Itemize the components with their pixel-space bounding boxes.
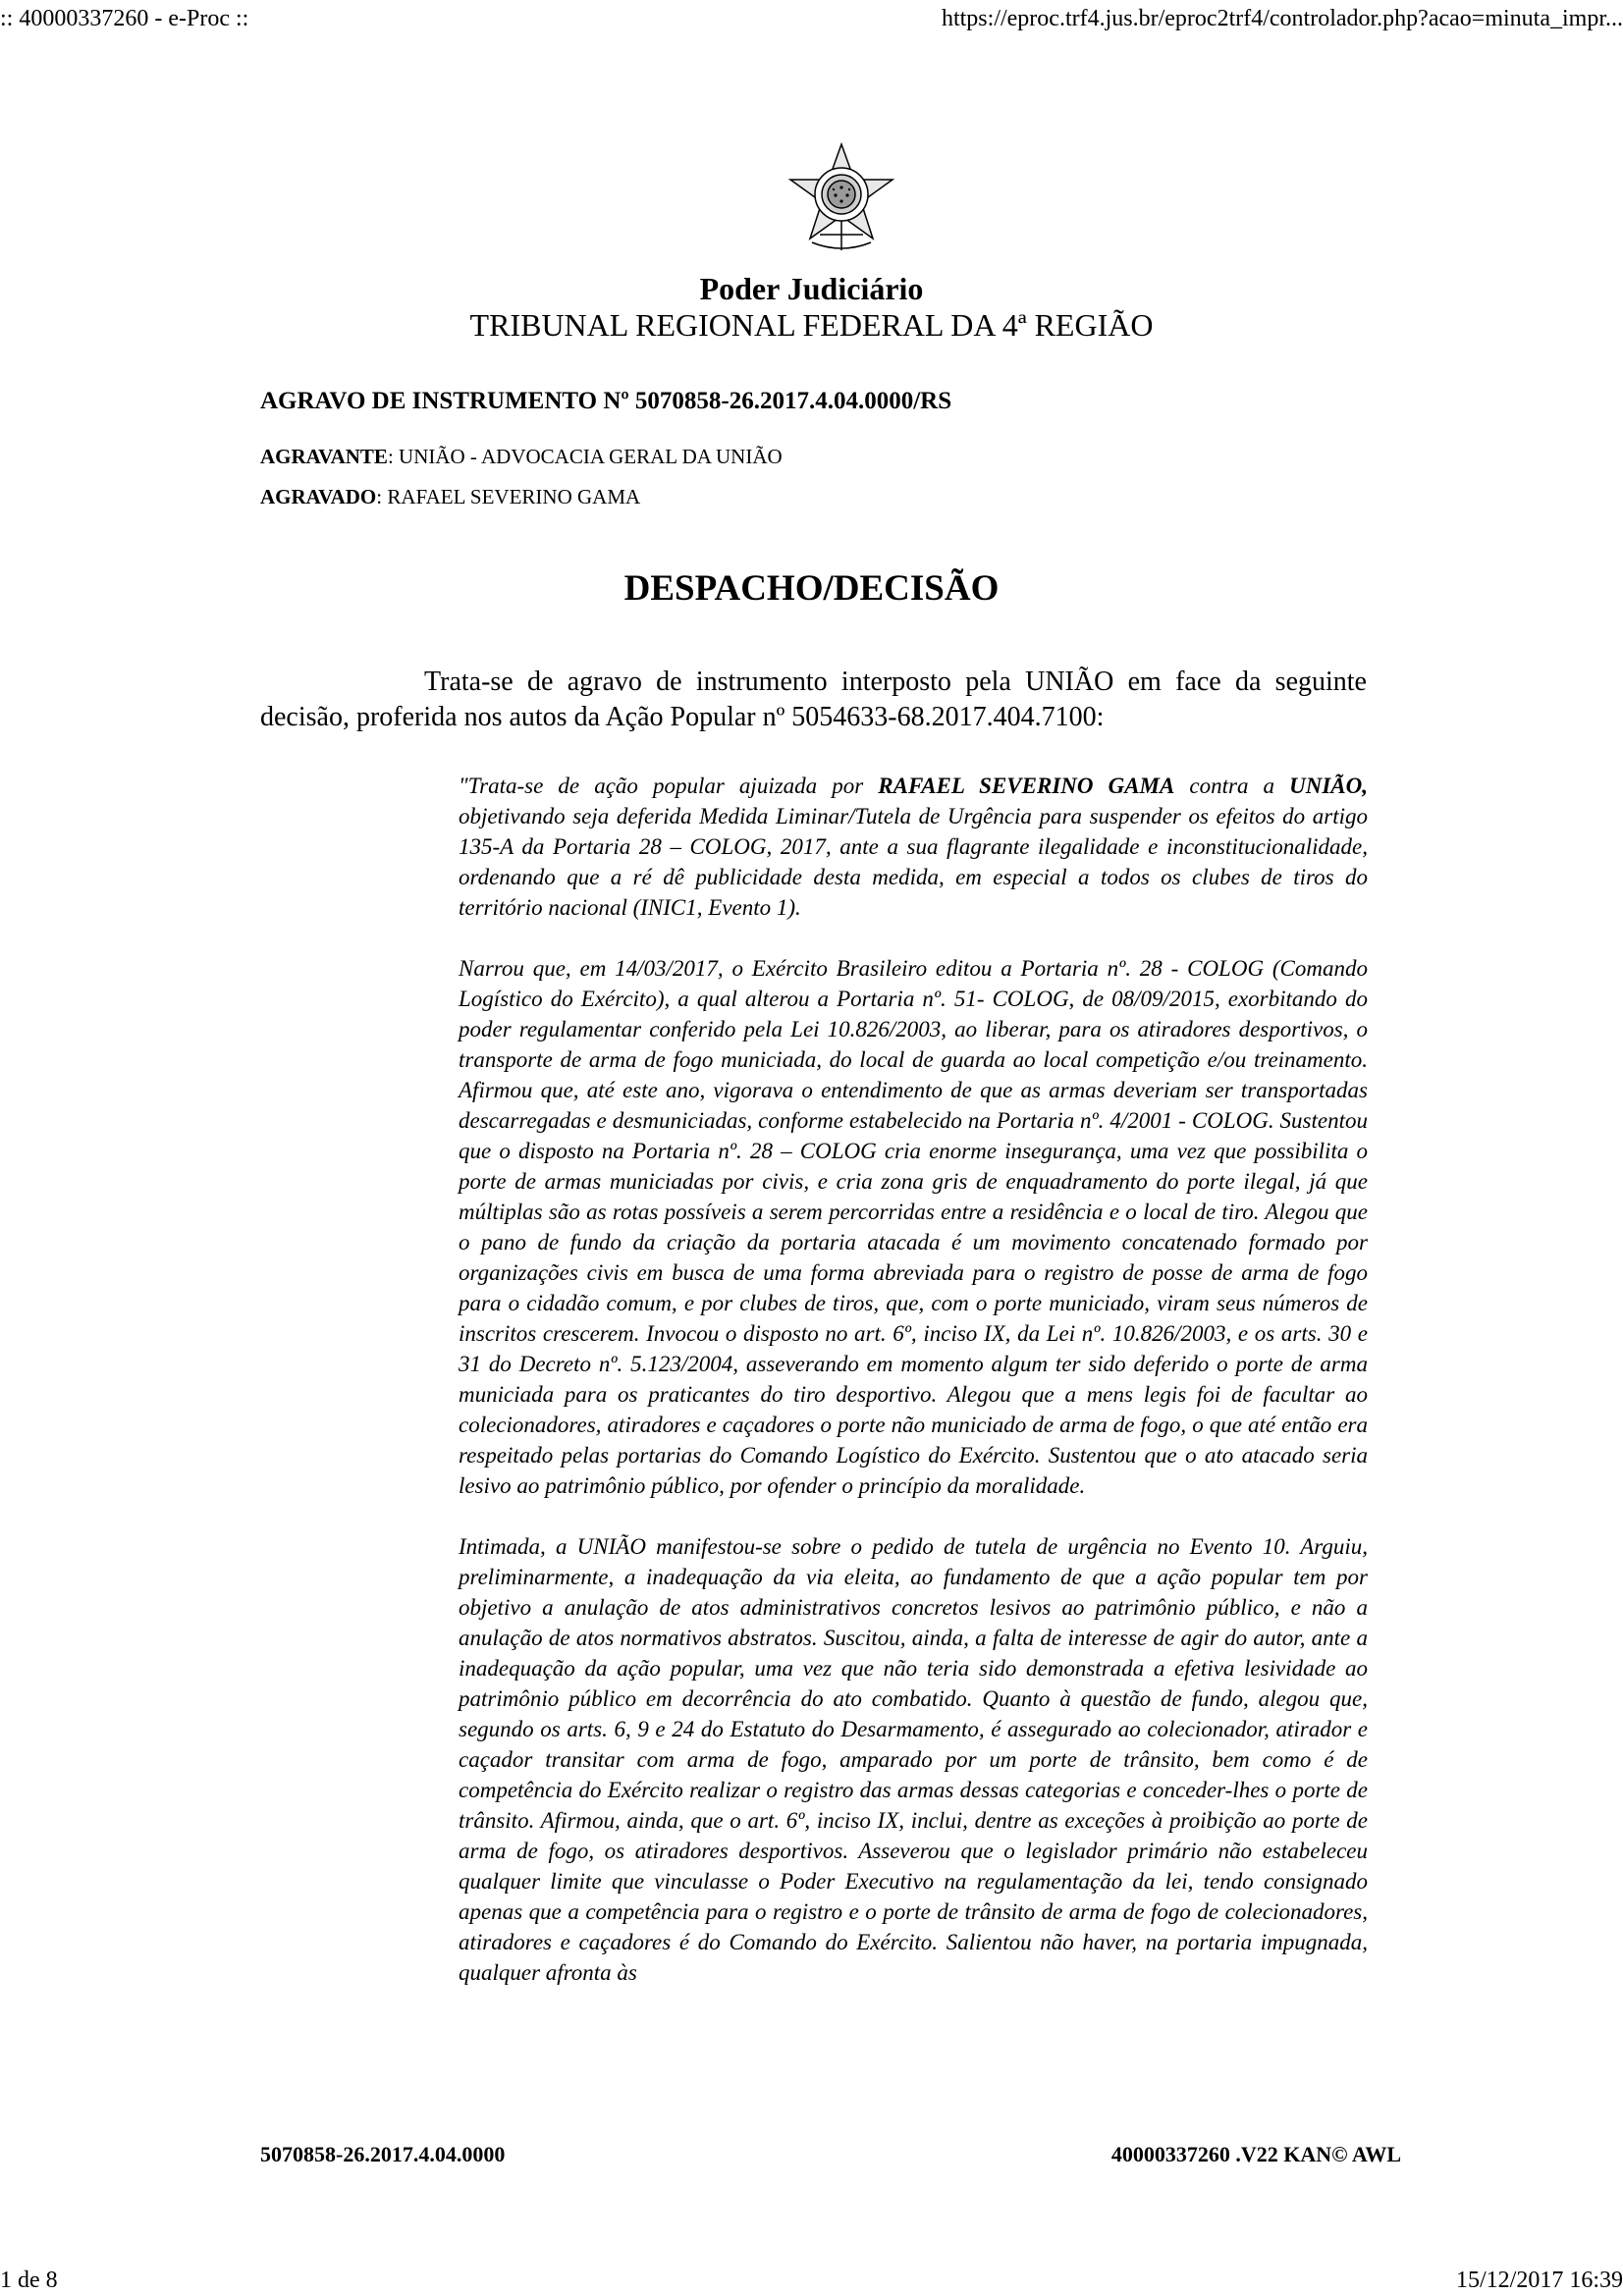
print-timestamp: 15/12/2017 16:39 bbox=[1455, 2268, 1623, 2293]
quote-text: objetivando seja deferida Medida Liminar/Tutela de Urgência para suspender os efeitos do artigo 135-A da Portaria 28 – COLOG, 2017, ante a sua flagrante ilegalidade e inconstitucionalidade, ordenando que a ré dê publicidade desta medida, em especial a todos os clubes de tiros do território nacional (INIC1, Evento 1). bbox=[459, 804, 1368, 920]
document-title: DESPACHO/DECISÃO bbox=[623, 568, 1000, 609]
tribunal-name: TRIBUNAL REGIONAL FEDERAL DA 4ª REGIÃO bbox=[469, 307, 1154, 343]
quote-text: contra a bbox=[1174, 774, 1290, 798]
coat-of-arms-emblem bbox=[783, 140, 900, 256]
party-name: : RAFAEL SEVERINO GAMA bbox=[376, 485, 641, 508]
quote-paragraph-2: Narrou que, em 14/03/2017, o Exército Brasileiro editou a Portaria nº. 28 - COLOG (Comando Logístico do Exército), a qual alterou a Portaria nº. 51- COLOG, de 08/09/2015, exorbitando do poder regulamentar conferido pela Lei 10.826/2003, ao liberar, para os atiradores desportivos, o transporte de arma de fogo municiada, do local de guarda ao local competição e/ou treinamento. Afirmou que, até este ano, vigorava o entendimento de que as armas deveriam ser transportadas descarregadas e desmuniciadas, conforme estabelecido na Portaria nº. 4/2001 - COLOG. Sustentou que o disposto na Portaria nº. 28 – COLOG cria enorme insegurança, uma vez que possibilita o porte de armas municiadas por civis, e cria zona gris de enquadramento do porte ilegal, já que múltiplas são as rotas possíveis a serem percorridas entre a residência e o local de tiro. Alegou que o pano de fundo da criação da portaria atacada é um movimento concatenado formado por organizações civis em busca de uma forma abreviada para o registro de posse de arma de fogo para o cidadão comum, e por clubes de tiros, que, com o porte municiado, viram seus números de inscritos crescerem. Invocou o disposto no art. 6º, inciso IX, da Lei nº. 10.826/2003, e os arts. 30 e 31 do Decreto nº. 5.123/2004, asseverando em momento algum ter sido deferido o porte de arma municiada para os praticantes do tiro desportivo. Alegou que a mens legis foi de facultar ao colecionadores, atiradores e caçadores o porte não municiado de arma de fogo, o que até então era respeitado pelas portarias do Comando Logístico do Exército. Sustentou que o ato atacado seria lesivo ao patrimônio público, por ofender o princípio da moralidade. bbox=[459, 956, 1368, 1498]
party-role: AGRAVADO bbox=[260, 485, 377, 508]
quote-bold-name: RAFAEL SEVERINO GAMA bbox=[878, 774, 1175, 798]
browser-header-url: https://eproc.trf4.jus.br/eproc2trf4/controlador.php?acao=minuta_impr... bbox=[941, 6, 1623, 31]
footer-case-number: 5070858-26.2017.4.04.0000 bbox=[260, 2142, 506, 2166]
party-role: AGRAVANTE bbox=[260, 445, 388, 468]
party-agravante bbox=[260, 445, 783, 469]
intro-paragraph: Trata-se de agravo de instrumento interposto pela UNIÃO em face da seguinte decisão, proferida nos autos da Ação Popular nº 5054633-68.2017.404.7100: bbox=[260, 667, 1367, 732]
page-counter: 1 de 8 bbox=[0, 2268, 58, 2293]
quote-text: "Trata-se de ação popular ajuizada por bbox=[459, 774, 879, 798]
case-number: AGRAVO DE INSTRUMENTO Nº 5070858-26.2017.4.04.0000/RS bbox=[260, 388, 952, 414]
party-agravado bbox=[260, 485, 640, 509]
browser-header-title: :: 40000337260 - e-Proc :: bbox=[0, 6, 249, 31]
quoted-decision bbox=[459, 771, 1368, 2018]
quote-paragraph-3: Intimada, a UNIÃO manifestou-se sobre o pedido de tutela de urgência no Evento 10. Arguiu, preliminarmente, a inadequação da via eleita, ao fundamento de que a ação popular tem por objetivo a anulação de atos administrativos concretos lesivos ao patrimônio público, e não a anulação de atos normativos abstratos. Suscitou, ainda, a falta de interesse de agir do autor, ante a inadequação da ação popular, uma vez que não teria sido demonstrada a efetiva lesividade ao patrimônio público em decorrência do ato combatido. Quanto à questão de fundo, alegou que, segundo os arts. 6, 9 e 24 do Estatuto do Desarmamento, é assegurado ao colecionador, atirador e caçador transitar com arma de fogo, amparado por um porte de trânsito, bem como é de competência do Exército realizar o registro das armas dessas categorias e conceder-lhes o porte de trânsito. Afirmou, ainda, que o art. 6º, inciso IX, inclui, dentre as exceções à proibição ao porte de arma de fogo, os atiradores desportivos. Asseverou que o legislador primário não estabeleceu qualquer limite que vinculasse o Poder Executivo na regulamentação da lei, tendo consignado apenas que a competência para o registro e o porte de trânsito de arma de fogo de colecionadores, atiradores e caçadores é do Comando do Exército. Salientou não haver, na portaria impugnada, qualquer afronta às bbox=[459, 1534, 1368, 1985]
party-name: : UNIÃO - ADVOCACIA GERAL DA UNIÃO bbox=[387, 445, 783, 468]
court-name: Poder Judiciário bbox=[699, 271, 924, 306]
quote-paragraph-1 bbox=[459, 771, 1368, 923]
quote-bold-name: UNIÃO, bbox=[1289, 774, 1369, 798]
footer-document-code: 40000337260 .V22 KAN© AWL bbox=[1110, 2142, 1401, 2166]
